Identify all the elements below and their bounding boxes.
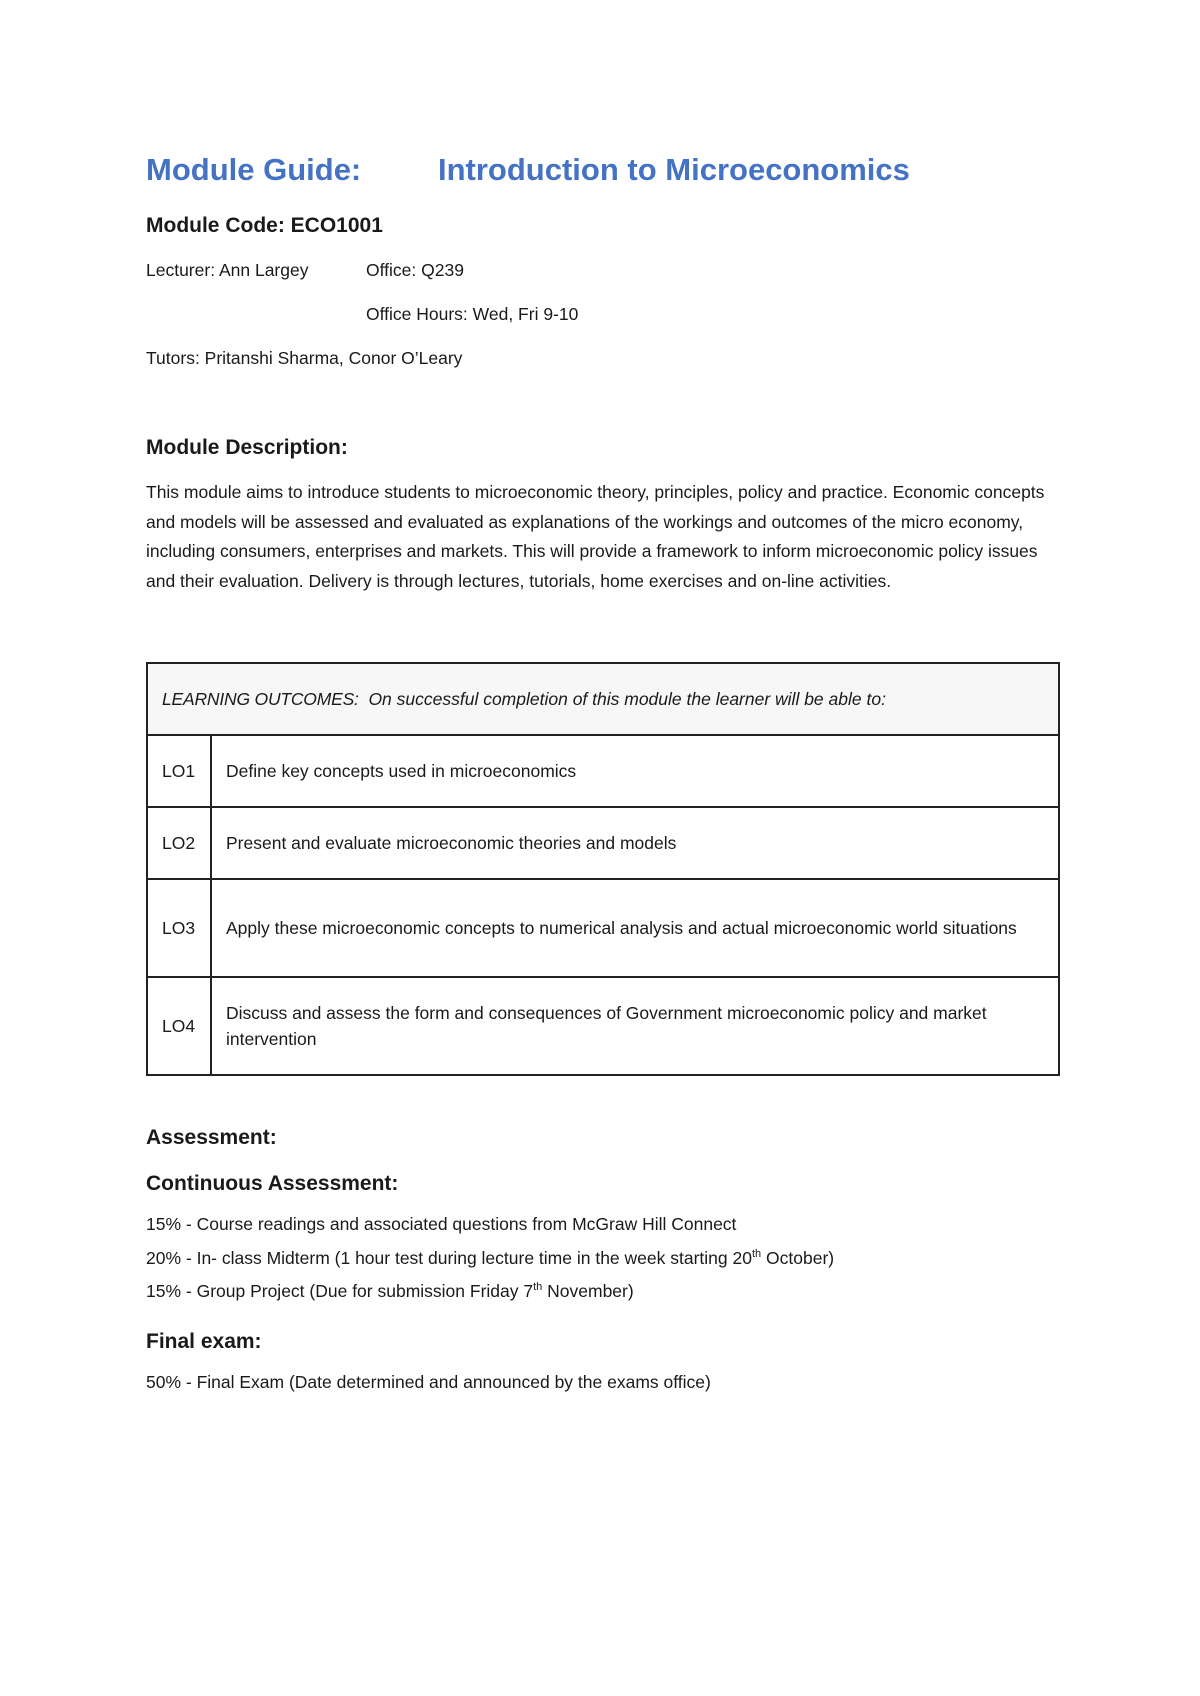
list-item-text: 15% - Group Project (Due for submission Friday 7 [146, 1280, 534, 1301]
lecturer-name: Lecturer: Ann Largey [146, 260, 309, 280]
learning-outcomes-intro: On successful completion of this module the learner will be able to: [368, 689, 886, 709]
lo-text: Discuss and assess the form and consequences of Government microeconomic policy and market intervention [211, 977, 1059, 1075]
office-hours: Office Hours: Wed, Fri 9-10 [366, 304, 579, 324]
lo-code: LO4 [147, 977, 211, 1075]
final-exam-item: 50% - Final Exam (Date determined and announced by the exams office) [146, 1372, 711, 1393]
list-item [146, 1273, 1060, 1306]
lo-code: LO2 [147, 807, 211, 879]
title-label: Module Guide: [146, 152, 362, 187]
list-item-text: 20% - In- class Midterm (1 hour test during lecture time in the week starting 20 [146, 1247, 752, 1268]
title-module-name: Introduction to Microeconomics [438, 152, 910, 187]
learning-outcomes-heading: LEARNING OUTCOMES: [162, 689, 359, 709]
table-row [147, 879, 1059, 977]
table-row [147, 977, 1059, 1075]
table-row [147, 735, 1059, 807]
office-location: Office: Q239 [366, 260, 464, 280]
learning-outcomes-header [147, 663, 1059, 735]
learning-outcomes-table [146, 662, 1060, 1076]
page-title [146, 150, 1060, 190]
lecturer-row [146, 258, 1060, 282]
ordinal-suffix: th [533, 1280, 543, 1293]
lo-text: Define key concepts used in microeconomics [211, 735, 1059, 807]
lo-code: LO1 [147, 735, 211, 807]
list-item-text: October) [761, 1247, 835, 1268]
continuous-assessment-heading: Continuous Assessment: [146, 1172, 399, 1195]
learning-outcomes-header-row [147, 663, 1059, 735]
table-row [147, 807, 1059, 879]
module-description-heading: Module Description: [146, 436, 348, 459]
module-code: Module Code: ECO1001 [146, 214, 383, 237]
ordinal-suffix: th [751, 1247, 762, 1260]
final-exam-heading: Final exam: [146, 1330, 262, 1354]
list-item: 15% - Course readings and associated questions from McGraw Hill Connect [146, 1214, 737, 1234]
lo-code: LO3 [147, 879, 211, 977]
assessment-heading: Assessment: [146, 1126, 277, 1149]
module-description-text: This module aims to introduce students to microeconomic theory, principles, policy and practice. Economic concepts and models will be assessed and evaluated as explanations of the workings and outcomes of the micro economy, including consumers, enterprises and markets. This will provide a framework to inform microeconomic policy issues and their evaluation. Delivery is through lectures, tutorials, home exercises and on-line activities. [146, 482, 1045, 591]
tutors: Tutors: Pritanshi Sharma, Conor O’Leary [146, 348, 463, 368]
lo-text: Present and evaluate microeconomic theories and models [211, 807, 1059, 879]
list-item [146, 1240, 1060, 1273]
continuous-assessment-list [146, 1210, 1060, 1306]
list-item-text: November) [542, 1280, 634, 1301]
lo-text: Apply these microeconomic concepts to numerical analysis and actual microeconomic world situations [211, 879, 1059, 977]
